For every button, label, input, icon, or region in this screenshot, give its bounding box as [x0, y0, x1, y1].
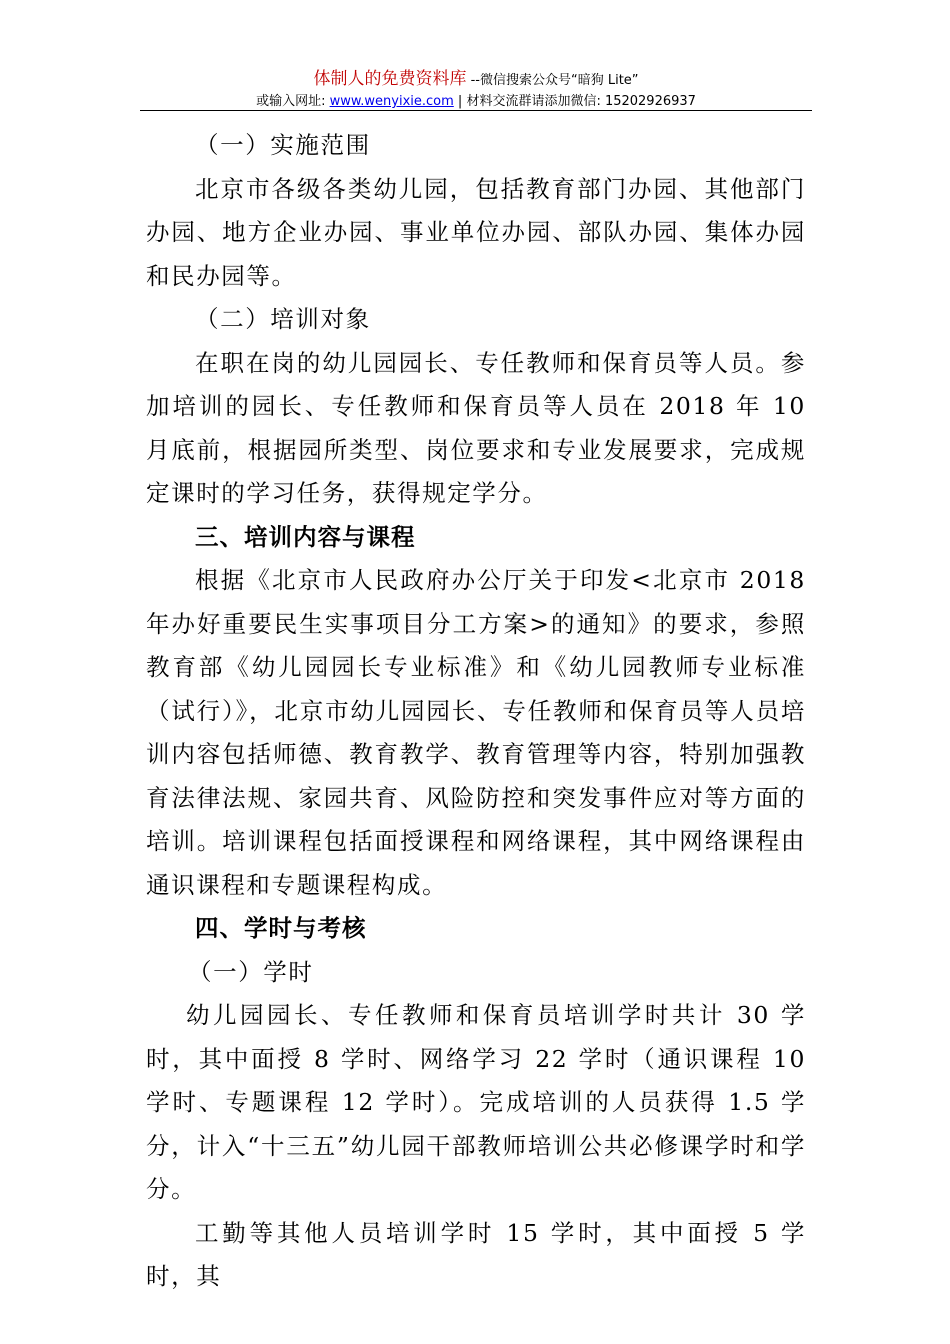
document-body [146, 124, 806, 1299]
header-tagline: --微信搜索公众号“暗狗 Lite” [466, 73, 639, 88]
header-url-link[interactable]: www.wenyixie.com [329, 94, 454, 109]
heading-3: 三、培训内容与课程 [195, 522, 416, 551]
section-2-title: （二）培训对象 [195, 305, 371, 333]
section-2-text: 在职在岗的幼儿园园长、专任教师和保育员等人员。参加培训的园长、专任教师和保育员等人员在 2018 年 10 月底前，根据园所类型、岗位要求和专业发展要求，完成规定课时的学习任务，获得规定学分。 [146, 348, 806, 507]
heading-4: 四、学时与考核 [195, 914, 367, 942]
page-header [140, 70, 812, 111]
paragraph-4b: 工勤等其他人员培训学时 15 学时，其中面授 5 学时，其 [146, 1218, 806, 1290]
header-contact-line [140, 93, 812, 111]
header-divider [140, 110, 812, 111]
header-banner [140, 70, 812, 90]
paragraph-4a: 幼儿园园长、专任教师和保育员培训学时共计 30 学时，其中面授 8 学时、网络学习 22 学时（通识课程 10 学时、专题课程 12 学时）。完成培训的人员获得 1.5 学分，计入“十三五”幼儿园干部教师培训公共必修课学时和学分。 [146, 1001, 806, 1203]
header-brand: 体制人的免费资料库 [313, 69, 467, 89]
header-contact: | 材料交流群请添加微信: 15202926937 [453, 94, 696, 109]
section-1-text: 北京市各级各类幼儿园，包括教育部门办园、其他部门办园、地方企业办园、事业单位办园、部队办园、集体办园和民办园等。 [146, 174, 806, 290]
paragraph-3: 根据《北京市人民政府办公厅关于印发<北京市 2018 年办好重要民生实事项目分工方案>的通知》的要求，参照教育部《幼儿园园长专业标准》和《幼儿园教师专业标准（试行）》，北京市幼儿园园长、专任教师和保育员等人员培训内容包括师德、教育教学、教育管理等内容，特别加强教育法律法规、家园共育、风险防控和突发事件应对等方面的培训。培训课程包括面授课程和网络课程，其中网络课程由通识课程和专题课程构成。 [146, 566, 806, 899]
header-url-prefix: 或输入网址: [256, 94, 330, 109]
section-1-title: （一）实施范围 [195, 131, 371, 159]
section-4-title: （一）学时 [188, 957, 314, 986]
